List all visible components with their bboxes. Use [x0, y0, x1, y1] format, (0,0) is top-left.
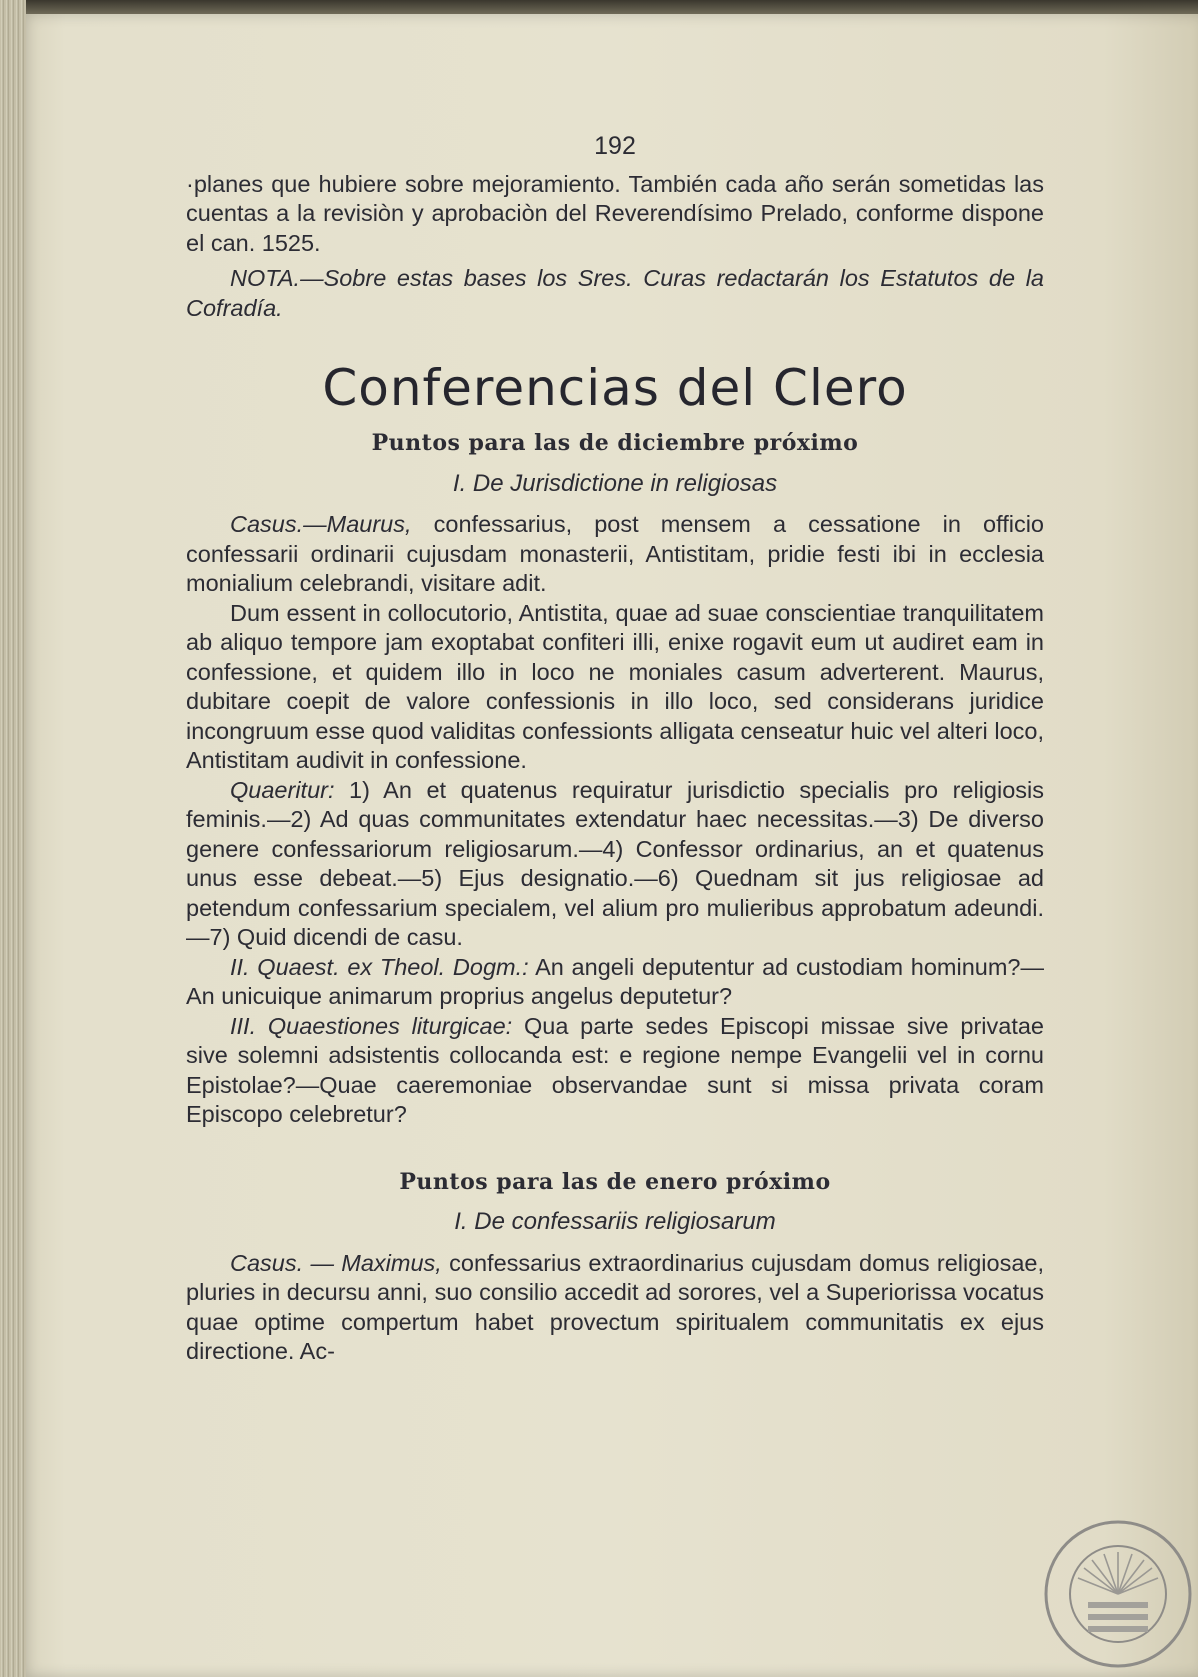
q2-text: An angeli deputentur ad custodiam hominum?—An unicuique animarum proprius angelus deputetur? — [186, 953, 1044, 1009]
quaeritur-text: 1) An et quatenus requiratur jurisdictio specialis pro religiosis feminis.—2) Ad quas communitates extendatur haec necessitas.—3) De diverso genere confessariorum religiosarum.—4) Confessor ordinarius, an et quatenus unus esse debeat.—5) Ejus designatio.—6) Quednam sit jus religiosae ad petendum confessarium specialem, vel alium pro mulieribus approbatum adeundi.—7) Quid dicendi de casu. — [186, 776, 1044, 950]
section2-subheading: I. De confessariis religiosarum — [454, 1208, 776, 1235]
top-shadow — [0, 0, 1198, 14]
page-title: Conferencias del Clero — [322, 359, 908, 417]
section1-question-2 — [186, 953, 1044, 1012]
library-stamp-icon — [1042, 1518, 1194, 1670]
intro-paragraph: ·planes que hubiere sobre mejoramiento. También cada año serán sometidas las cuentas a la revisiòn y aprobaciòn del Reverendísimo Prelado, conforme dispone el can. 1525. — [186, 170, 1044, 256]
section1-subheading: I. De Jurisdictione in religiosas — [452, 469, 778, 497]
casus-label: Casus.—Maurus, — [230, 511, 412, 537]
section2-heading: Puntos para las de enero próximo — [399, 1168, 831, 1195]
q3-text: Qua parte sedes Episcopi missae sive privatae sive solemni adsistentis collocanda est: e regione nempe Evangelii vel in cornu Epistolae?—Quae caeremoniae observandae sunt si missa privata coram Episcopo celebretur? — [186, 1012, 1044, 1127]
section1-question-3 — [186, 1012, 1044, 1130]
section1-casus — [186, 510, 1044, 599]
quaeritur-label: Quaeritur: — [230, 776, 335, 803]
page-number: 192 — [594, 132, 636, 160]
casus2-label: Casus. — Maximus, — [230, 1249, 442, 1276]
section1-quaeritur — [186, 776, 1044, 953]
section2-casus — [186, 1249, 1044, 1367]
section1-para2: Dum essent in collocutorio, Antistita, quae ad suae conscientiae tranquilitatem ab aliquo tempore jam exoptabat confiteri illi, enixe rogavit eum ut audiret eam in confessione, et quidem illo in loco ne moniales casum adverterent. Maurus, dubitare coepit de valore confessionis in illo loco, sed considerans juridice incongruum esse quod validitas confessionts alligata censeatur huic vel alteri loco, Antistitam audivit in confessione. — [186, 599, 1044, 773]
casus-text: confessarius, post mensem a cessatione in officio confessarii ordinarii cujusdam monasterii, Antistitam, pridie festi ibi in ecclesia monialium celebrandi, visitare adit. — [186, 511, 1045, 596]
casus2-text: confessarius extraordinarius cujusdam domus religiosae, pluries in decursu anni, suo consilio accedit ad sorores, vel a Superiorissa vocatus quae optime compertum habet provectum spiritualem communitatis ex ejus directione. Ac- — [186, 1249, 1045, 1364]
page-text — [186, 132, 1044, 1367]
q3-label: III. Quaestiones liturgicae: — [230, 1012, 513, 1039]
page-edge — [0, 0, 26, 1677]
nota-paragraph: NOTA.—Sobre estas bases los Sres. Curas redactarán los Estatutos de la Cofradía. — [186, 265, 1044, 321]
section1-heading: Puntos para las de diciembre próximo — [371, 430, 859, 456]
q2-label: II. Quaest. ex Theol. Dogm.: — [230, 953, 529, 980]
